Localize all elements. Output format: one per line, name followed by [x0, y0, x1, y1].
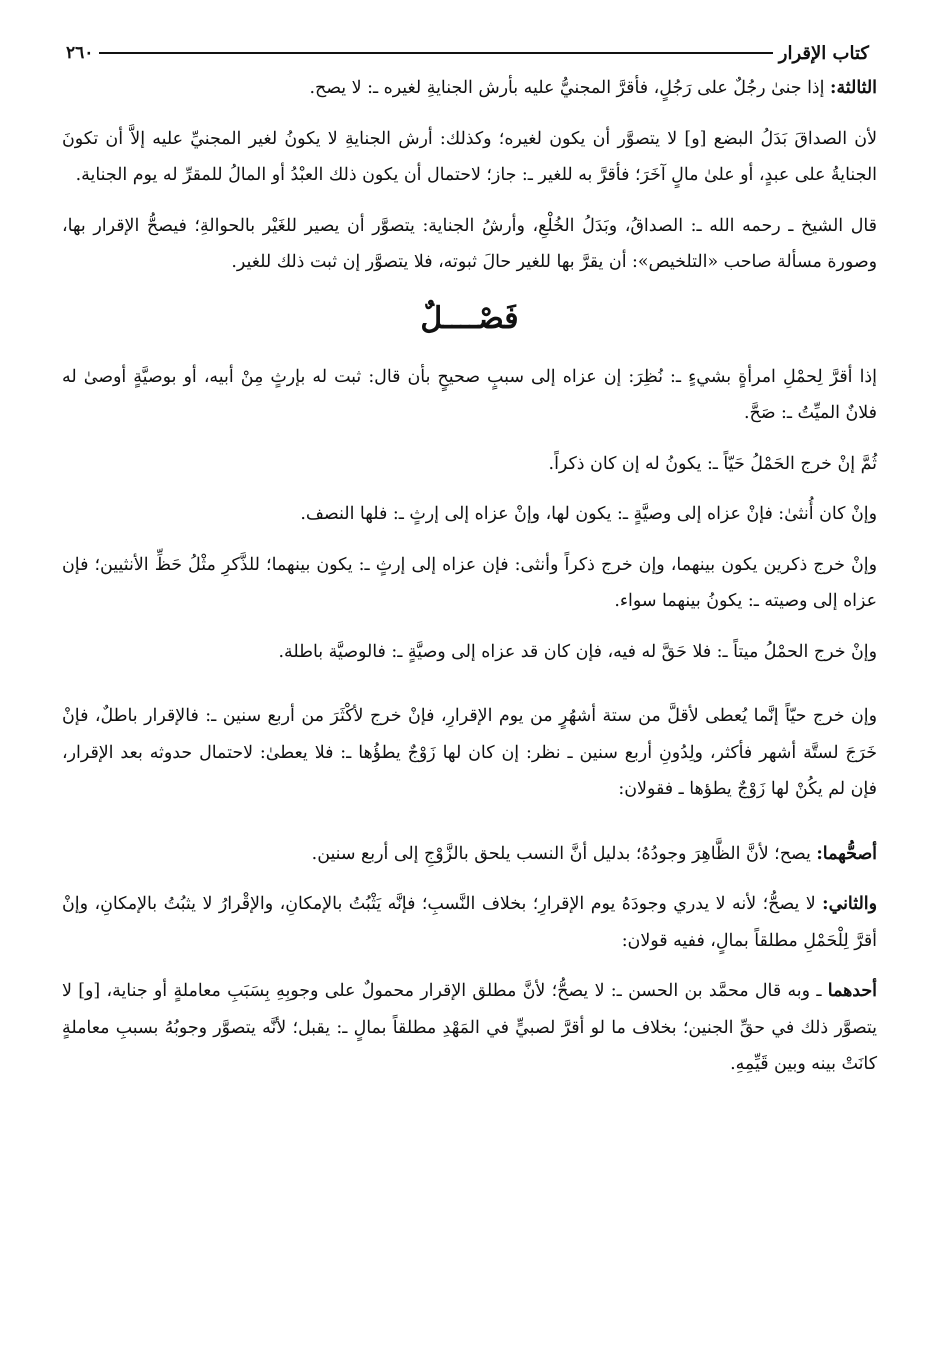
- paragraph-text: لا يصحُّ؛ لأنه لا يدري وجودَهُ يوم الإقرارِ؛ بخلاف النَّسبِ؛ فإنَّه يَثْبُتُ بالإمكانِ، والإقْرارُ لا يثبُتُ بالإمكانِ، وإنْ أقرَّ لِلْحَمْلِ مطلقاً بمالٍ، ففيه قولان:: [62, 894, 877, 951]
- paragraph: [62, 547, 877, 620]
- paragraph-text: ثُمَّ إنْ خرج الحَمْلُ حَيّاً ـ: يكونُ له إن كان ذكراً.: [548, 453, 877, 474]
- paragraph: [62, 446, 877, 483]
- paragraph: [62, 836, 877, 873]
- page-number: ٢٦٠: [66, 43, 94, 63]
- page-header: [58, 38, 877, 68]
- paragraph-lead: الثالثة:: [830, 78, 877, 98]
- paragraph: [62, 496, 877, 533]
- paragraph-lead: أصحُّهما:: [816, 843, 877, 864]
- paragraph: [62, 973, 877, 1083]
- paragraph-lead: والثاني:: [822, 894, 877, 914]
- paragraph: [62, 698, 877, 808]
- paragraph: [62, 70, 877, 107]
- section-heading: فَصْــــلٌ: [420, 300, 519, 336]
- paragraph-text: لأن الصداقَ بَدَلُ البضع [و] لا يتصوَّر أن يكون لغيره؛ وكذلك: أرش الجنايةِ لا يكونُ لغير المجنيِّ عليه إلاَّ أن تكونَ الجنايةُ على عبدٍ، أو علىٰ مالٍ آخَرَ؛ فأقرَّ به للغير ـ: جاز؛ لاحتمال أن يكون ذلك العبْدُ أو المالُ للمقرِّ له يوم الجناية.: [62, 128, 877, 185]
- paragraph: [62, 121, 877, 194]
- paragraph-text: إذا جنىٰ رجُلٌ على رَجُلٍ، فأقرَّ المجنيُّ عليه بأرش الجنايةِ لغيره ـ: لا يصح.: [309, 78, 831, 98]
- paragraph: [62, 886, 877, 959]
- paragraph-text: إذا أقرَّ لِحمْلِ امرأةٍ بشيءٍ ـ: نُظِرَ: إن عزاه إلى سببٍ صحيحٍ بأن قال: ثبت له بإرثٍ مِنْ أبيه، أو بوصيَّةٍ أوصىٰ له فلانٌ الميِّتُ ـ: صَحَّ.: [62, 366, 877, 423]
- paragraph: [62, 359, 877, 432]
- paragraph: [62, 208, 877, 281]
- paragraph-text: وإنْ خرج الحمْلُ ميتاً ـ: فلا حَقَّ له فيه، فإن كان قد عزاه إلى وصيَّةٍ ـ: فالوصيَّة باطلة.: [278, 641, 877, 662]
- paragraph: [62, 634, 877, 671]
- paragraph-text: قال الشيخ ـ رحمه الله ـ: الصداقُ، وبَدَلُ الخُلْعِ، وأرشُ الجناية: يتصوَّر أن يصير للغَيْر بالحوالةِ؛ فيصحُّ الإقرار بها، وصورة مسألة صاحب «التلخيص»: أن يقرَّ بها للغير حالَ ثبوته، فلا يتصوَّر إن ثبت ذلك للغير.: [62, 215, 877, 272]
- header-rule: [99, 52, 772, 54]
- paragraph-text: ـ وبه قال محمَّد بن الحسن ـ: لا يصحُّ؛ لأنَّ مطلق الإقرار محمولٌ على وجوبِهِ بِسَبَبِ معاملةٍ أو جناية، [و] لا يتصوَّر ذلك في حقِّ الجنين؛ بخلاف ما لو أقرَّ لصبيٍّ في المَهْدِ مطلقاً بمالٍ ـ: يقبل؛ لأنَّه يتصوَّر وجوبُهُ بسببِ معاملةٍ كانَتْ بينه وبين قَيِّمِهِ.: [62, 981, 877, 1074]
- paragraph-text: وإن خرج حيّاً إنَّما يُعطى لأقلَّ من ستة أشهُرٍ من يوم الإقرارِ، فإنْ خرج لأكْثَرَ من أربع سنين ـ: فالإقرار باطلٌ، فإنْ خَرَجَ لستَّة أشهر فأكثر، ولِدُونِ أربع سنين ـ نظر: إن كان لها زَوْجٌ يطؤُها ـ: فلا يعطىٰ: لاحتمال حدوثه بعد الإقرار، فإن لم يكُنْ لها زَوْجٌ يطؤها ـ فقولان:: [62, 706, 877, 799]
- paragraph-lead: أحدهما: [827, 981, 877, 1001]
- paragraph-text: وإنْ كان أُنثىٰ: فإنْ عزاه إلى وصيَّةٍ ـ: يكون لها، وإنْ عزاه إلى إرثٍ ـ: فلها النصف.: [300, 504, 877, 524]
- running-title: كتاب الإقرار: [778, 42, 869, 64]
- page-body: [62, 70, 877, 1097]
- paragraph-text: يصح؛ لأنَّ الظَّاهِرَ وجودُهُ؛ بدليل أنَّ النسب يلحق بالزَّوْجِ إلى أربع سنين.: [311, 843, 817, 864]
- paragraph-text: وإنْ خرج ذكرين يكون بينهما، وإن خرج ذكراً وأنثى: فإن عزاه إلى إرثٍ ـ: يكون بينهما؛ للذَّكرِ مثْلُ حَظِّ الأنثيين؛ فإن عزاه إلى وصيته ـ: يكونُ بينهما سواء.: [62, 554, 877, 611]
